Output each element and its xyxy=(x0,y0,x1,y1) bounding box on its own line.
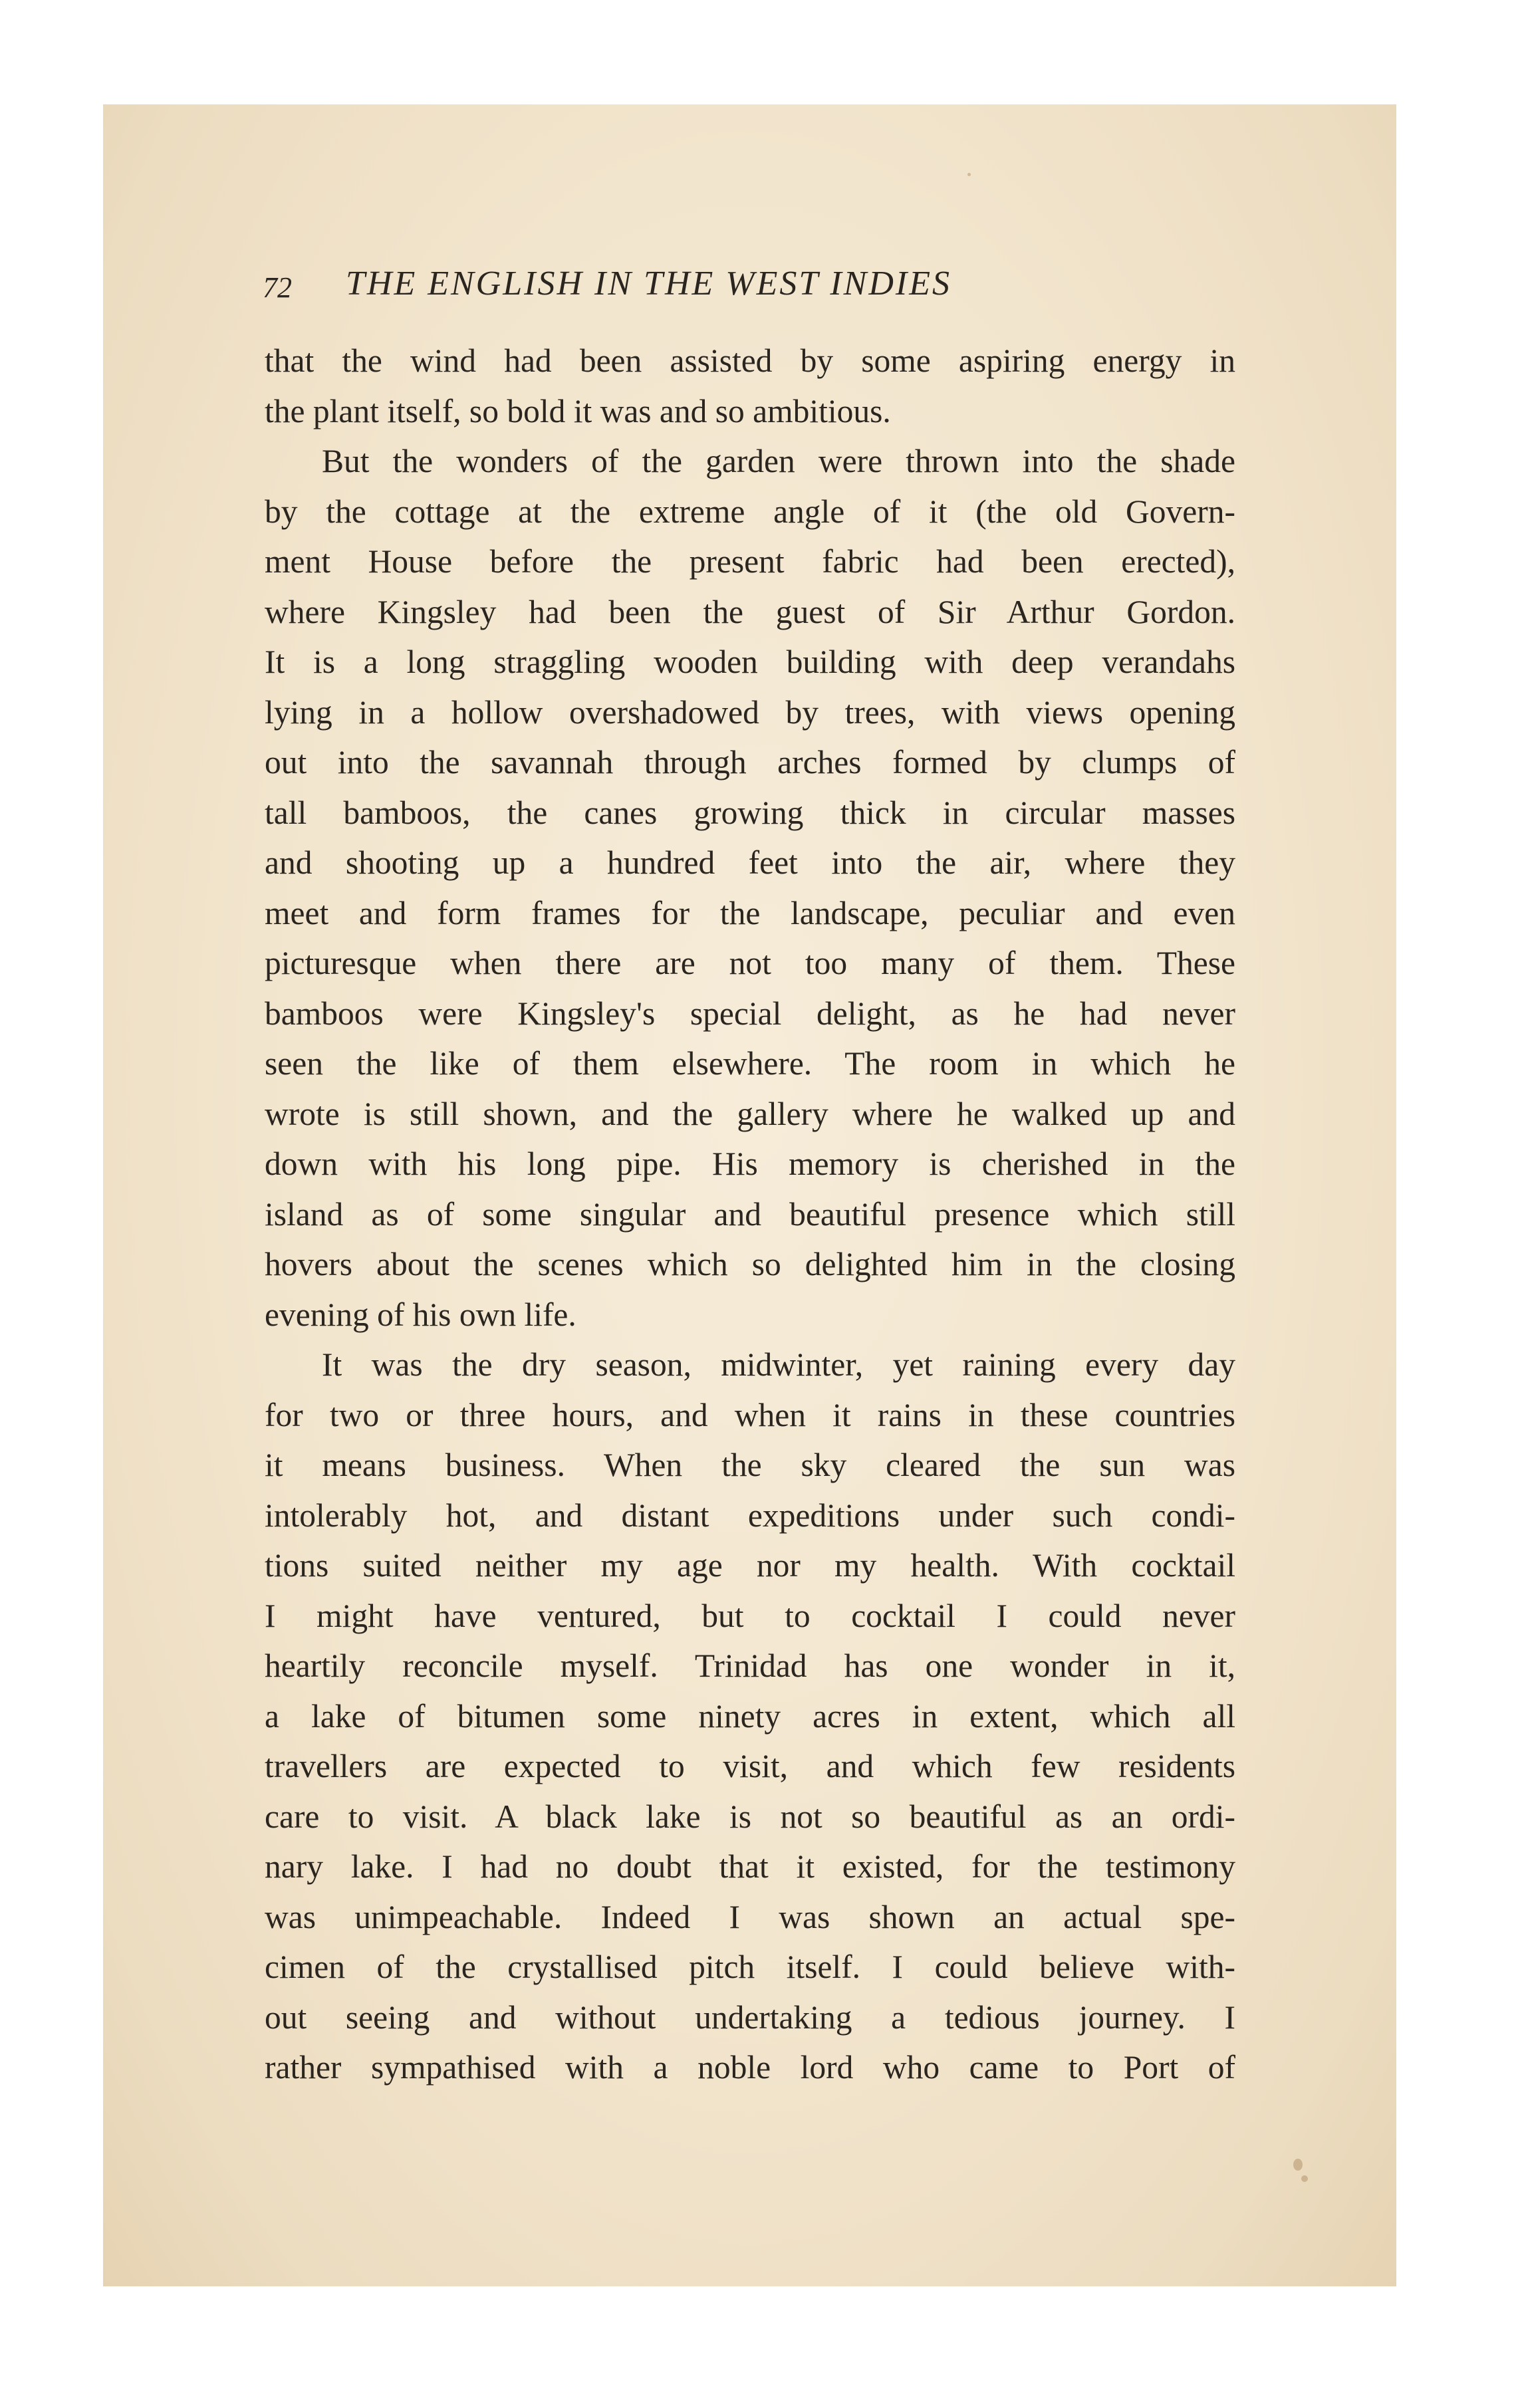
text-line: nary lake. I had no doubt that it existed, for the testimony xyxy=(265,1848,1235,1885)
text-line: for two or three hours, and when it rains in these countries xyxy=(265,1396,1235,1433)
text-line: out seeing and without undertaking a tedious journey. I xyxy=(265,1998,1235,2036)
book-page xyxy=(103,104,1396,2286)
text-line: rather sympathised with a noble lord who came to Port of xyxy=(265,2049,1235,2086)
text-line: It was the dry season, midwinter, yet raining every day xyxy=(322,1346,1235,1383)
text-line: out into the savannah through arches formed by clumps of xyxy=(265,744,1235,781)
body-text xyxy=(265,336,1235,2093)
paper-speck xyxy=(1301,2175,1308,2182)
text-line: heartily reconcile myself. Trinidad has one wonder in it, xyxy=(265,1647,1235,1684)
text-line: that the wind had been assisted by some aspiring energy in xyxy=(265,342,1235,379)
text-line: seen the like of them elsewhere. The room in which he xyxy=(265,1045,1235,1082)
text-line: tions suited neither my age nor my health. With cocktail xyxy=(265,1547,1235,1584)
text-line: picturesque when there are not too many of them. These xyxy=(265,945,1235,981)
text-line: by the cottage at the extreme angle of it (the old Govern- xyxy=(265,493,1235,530)
paper-speck xyxy=(967,173,971,176)
text-line: care to visit. A black lake is not so beautiful as an ordi- xyxy=(265,1798,1235,1835)
text-line: cimen of the crystallised pitch itself. I could believe with- xyxy=(265,1949,1235,1985)
text-line: meet and form frames for the landscape, peculiar and even xyxy=(265,894,1235,931)
text-line: down with his long pipe. His memory is cherished in the xyxy=(265,1145,1235,1182)
text-line: was unimpeachable. Indeed I was shown an actual spe- xyxy=(265,1898,1235,1935)
text-line: bamboos were Kingsley's special delight, as he had never xyxy=(265,995,1235,1032)
text-line: tall bamboos, the canes growing thick in circular masses xyxy=(265,794,1235,831)
text-line: it means business. When the sky cleared the sun was xyxy=(265,1447,1235,1483)
text-line: intolerably hot, and distant expeditions under such condi- xyxy=(265,1497,1235,1534)
text-line: lying in a hollow overshadowed by trees, with views opening xyxy=(265,693,1235,731)
text-line: hovers about the scenes which so delighted him in the closing xyxy=(265,1246,1235,1282)
text-line: It is a long straggling wooden building with deep verandahs xyxy=(265,644,1235,680)
text-line: a lake of bitumen some ninety acres in extent, which all xyxy=(265,1697,1235,1735)
text-line: island as of some singular and beautiful presence which still xyxy=(265,1195,1235,1233)
page-number: 72 xyxy=(263,271,292,304)
paper-speck xyxy=(1293,2159,1303,2171)
text-line: and shooting up a hundred feet into the air, where they xyxy=(265,844,1235,881)
text-line: the plant itself, so bold it was and so ambitious. xyxy=(265,392,891,429)
text-line: I might have ventured, but to cocktail I could never xyxy=(265,1597,1235,1634)
text-line: But the wonders of the garden were thrown into the shade xyxy=(322,443,1235,479)
page-header xyxy=(263,264,1240,317)
text-line: travellers are expected to visit, and which few residents xyxy=(265,1748,1235,1784)
text-line: wrote is still shown, and the gallery where he walked up and xyxy=(265,1095,1235,1132)
text-line: where Kingsley had been the guest of Sir Arthur Gordon. xyxy=(265,593,1235,630)
running-title: THE ENGLISH IN THE WEST INDIES xyxy=(346,265,951,302)
text-line: ment House before the present fabric had been erected), xyxy=(265,543,1235,580)
text-line: evening of his own life. xyxy=(265,1296,576,1333)
